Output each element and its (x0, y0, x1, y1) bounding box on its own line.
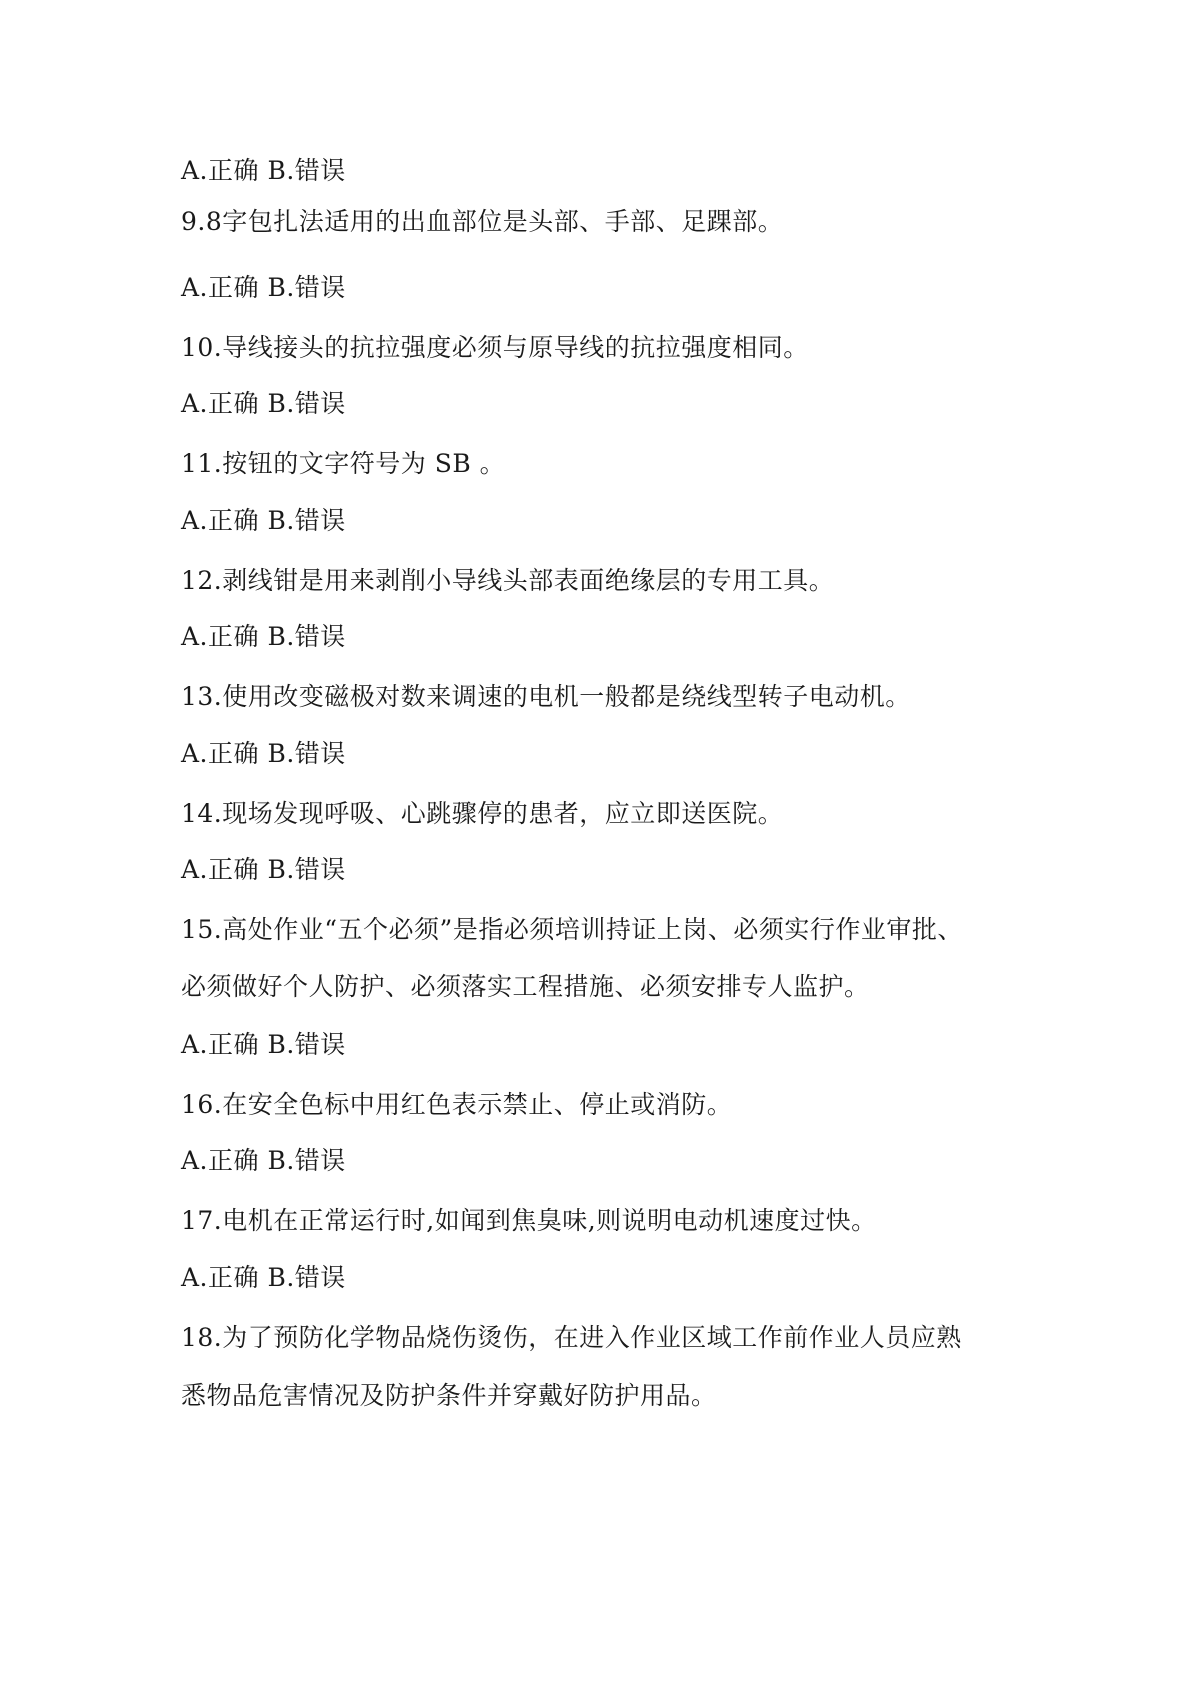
answer-options: A.正确 B.错误 (181, 389, 346, 418)
answer-options: A.正确 B.错误 (181, 273, 346, 302)
question-11: 11.按钮的文字符号为 SB 。 (181, 449, 506, 478)
question-15-line-1: 15.高处作业“五个必须”是指必须培训持证上岗、必须实行作业审批、 (181, 915, 963, 944)
question-18-line-1: 18.为了预防化学物品烧伤烫伤，在进入作业区域工作前作业人员应熟 (181, 1323, 962, 1352)
question-14: 14.现场发现呼吸、心跳骤停的患者，应立即送医院。 (181, 799, 784, 828)
question-12: 12.剥线钳是用来剥削小导线头部表面绝缘层的专用工具。 (181, 566, 835, 595)
answer-options: A.正确 B.错误 (181, 1263, 346, 1292)
question-17: 17.电机在正常运行时,如闻到焦臭味,则说明电动机速度过快。 (181, 1206, 877, 1235)
question-10: 10.导线接头的抗拉强度必须与原导线的抗拉强度相同。 (181, 333, 809, 362)
question-13: 13.使用改变磁极对数来调速的电机一般都是绕线型转子电动机。 (181, 682, 911, 711)
answer-options: A.正确 B.错误 (181, 156, 346, 185)
answer-options: A.正确 B.错误 (181, 506, 346, 535)
question-15-line-2: 必须做好个人防护、必须落实工程措施、必须安排专人监护。 (181, 972, 870, 1001)
question-16: 16.在安全色标中用红色表示禁止、停止或消防。 (181, 1090, 733, 1119)
answer-options: A.正确 B.错误 (181, 1030, 346, 1059)
answer-options: A.正确 B.错误 (181, 1146, 346, 1175)
answer-options: A.正确 B.错误 (181, 622, 346, 651)
answer-options: A.正确 B.错误 (181, 739, 346, 768)
question-9: 9.8字包扎法适用的出血部位是头部、手部、足踝部。 (181, 207, 784, 236)
answer-options: A.正确 B.错误 (181, 855, 346, 884)
question-18-line-2: 悉物品危害情况及防护条件并穿戴好防护用品。 (181, 1381, 717, 1410)
